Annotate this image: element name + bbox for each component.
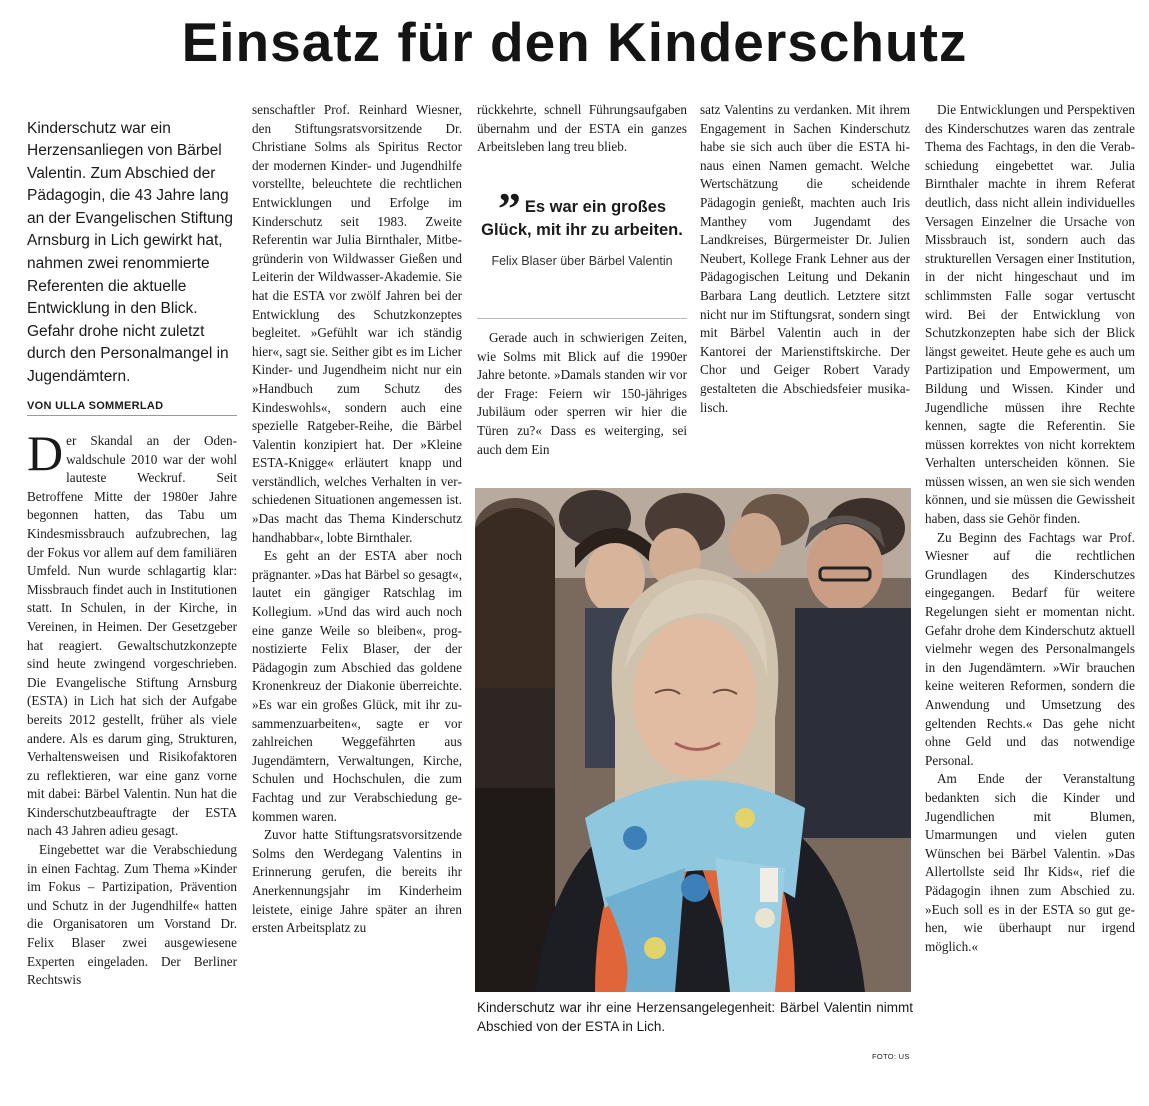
headline: Einsatz für den Kinderschutz	[181, 11, 968, 73]
column-3-paragraph-2: Gerade auch in schwierigen Zeiten, wie Solms mit Blick auf die 1990er Jahre betonte. »Damals standen wir vor der Frage: Feiern wir 150-jähriges Jubiläum oder sperren wir hier die Türen zu?« Dass es weiterging, sei auch dem Ein	[477, 330, 687, 457]
column-1-paragraph-2: Eingebettet war die Verabschiedung in einen Fachtag. Zum Thema »Kinder im Fokus – Partizipation, Prävention und Schutz in der Jugendhilfe« hatten die Organisatoren um Vorstand Dr. Felix Blaser zwei ausgewiesene Experten eingeladen. Der Berliner Rechtswis	[27, 842, 237, 988]
quote-divider	[477, 318, 687, 319]
pull-quote-body: Es war ein großes Glück, mit ihr zu arbeiten.	[481, 198, 683, 239]
column-1	[27, 425, 237, 990]
column-5-paragraph-3: Am Ende der Veranstaltung bedankten sich die Kinder und Jugendlichen mit Blumen, Umarmungen und vielen guten Wünschen bei Bärbel Valentin. »Das Allertollste seid Ihr Kids«, rief die Pädagogin ihnen zum Abschied zu. »Euch soll es in der ESTA so gut gehen, wie überhaupt nur irgend möglich.«	[925, 771, 1135, 954]
pull-quote	[477, 183, 687, 268]
column-4	[700, 101, 910, 417]
column-2-paragraph-3: Zuvor hatte Stiftungsratsvorsitzende Solms den Werdegang Valentins in Erinnerung gerufen, die bereits ihr Anerkennungsjahr im Kinderheim leistete, einige Jahre später an ihren ersten Arbeitsplatz zu	[252, 827, 462, 936]
quote-mark-icon: ”	[497, 183, 521, 234]
column-3-paragraph-1: rückkehrte, schnell Führungsaufgaben übernahm und der ESTA ein ganzes Arbeitsleben lang treu blieb.	[477, 102, 687, 155]
photo-illustration	[475, 488, 911, 992]
dropcap: D	[27, 425, 64, 481]
pull-quote-text	[477, 183, 687, 242]
column-5-paragraph-2: Zu Beginn des Fachtags war Prof. Wiesner auf die rechtlichen Grundlagen des Kinderschutzes eingegangen. Bedarf für weitere Regelungen sieht er momentan nicht. Gefahr drohe dem Kinderschutz aktuell vielmehr wegen des Personalmangels in den Jugendämtern. »Wir brauchen keine weiteren Reformen, sondern die Anwendung und Umsetzung des geltenden Rechts.« Das gehe nicht ohne Geld und das notwendige Personal.	[925, 529, 1135, 768]
column-3-bottom	[477, 329, 687, 459]
column-4-paragraph-1: satz Valentins zu verdanken. Mit ihrem Engagement in Sachen Kinderschutz habe sie sich auch über die ESTA hinaus einen Namen gemacht. Welche Wertschätzung die scheidende Pädagogin genießt, machten auch Iris Manthey vom Jugendamt des Landkreises, Bürgermeister Dr. Julien Neubert, Kollege Frank Lehner aus der Pädagogischen Leitung und Dekanin Barbara Lang deutlich. Letztere sitzt nicht nur im Stiftungsrat, sondern singt mit Bärbel Valentin auch in der Kantorei der Marienstiftskirche. Der Chor und Geiger Robert Varady gestalteten die Abschiedsfeier musikalisch.	[700, 102, 910, 415]
column-2-paragraph-1: senschaftler Prof. Reinhard Wiesner, den Stiftungsratsvorsitzende Dr. Christiane Solms als Spiritus Rector der modernen Kinder- und Jugendhilfe vorstellte, beleuchtete die rechtlichen Entwicklungen und Erfolge im Kinderschutz seit 1983. Zweite Referentin war Julia Birnthaler, Mitbegründerin von Wildwasser Gießen und Leiterin der Wildwasser-Akademie. Sie hat die ESTA vor zwölf Jahren bei der Entwicklung des Schutzkonzeptes begleitet. »Gefühlt war ich ständig hier«, sagt sie. Seither gibt es im Licher Kinder- und Jugendheim nicht nur ein »Handbuch zum Schutz des Kindeswohls«, sondern auch eine spezielle Ratgeber-Reihe, die Bärbel Valentin konzipiert hat. Der »Kleine ESTA-Knigge« erläutert knapp und verständlich, welches Verhalten in verschiedenen Situationen angemessen ist. »Das macht das Thema Kinderschutz handhabbar«, lobte Birnthaler.	[252, 102, 462, 545]
column-2	[252, 101, 462, 938]
column-3-top	[477, 101, 687, 157]
photo-caption: Kinderschutz war ihr eine Herzensangelegenheit: Bärbel Valentin nimmt Abschied von der ESTA in Lich.	[477, 1000, 913, 1034]
article-photo	[475, 488, 911, 992]
article-intro: Kinderschutz war ein Herzensanliegen von Bärbel Valentin. Zum Abschied der Pädagogin, die 43 Jahre lang an der Evangelischen Stiftung Arnsburg in Lich gewirkt hat, nahmen zwei renommierte Referenten die aktuelle Entwicklung in den Blick. Gefahr drohe nicht zuletzt durch den Personalmangel in Jugendämtern.	[27, 119, 233, 386]
column-5-paragraph-1: Die Entwicklungen und Perspektiven des Kinderschutzes waren das zentrale Thema des Fachtags, in den die Verabschiedung eingebettet war. Julia Birnthaler machte in ihrem Referat deutlich, dass nicht allein individuelles Versagen Einzelner die Ursache von Missbrauch ist, sondern auch das strukturellen Versagen einer Institution, in der nicht hingeschaut und im schlimmsten Falle sogar vertuscht wird. Bei der Entwicklung von Schutzkonzepten habe sich der Blick längst geweitet. Heute gehe es auch um Partizipation und Empowerment, um Bildung und Wissen. Kinder und Jugendliche müssen ihre Rechte kennen, sagte die Referentin. Sie müssen korrektes von nicht korrektem Verhalten unterscheiden können. Sie müssen wissen, an wen sie sich wenden können, und sie müssen die Gewissheit haben, dass sie Gehör finden.	[925, 102, 1135, 527]
pull-quote-attribution: Felix Blaser über Bärbel Valentin	[491, 254, 673, 268]
byline: VON ULLA SOMMERLAD	[27, 400, 237, 416]
column-1-paragraph-1	[27, 425, 237, 841]
photo-credit: FOTO: US	[872, 1052, 910, 1061]
column-5	[925, 101, 1135, 956]
column-1-paragraph-1-text: er Skandal an der Odenwaldschule 2010 war der wohl lauteste Weckruf. Seit Betroffene Mitte der 1980er Jahre begonnen hatten, das Tabu um Kindesmissbrauch aufzubrechen, lag der Fokus vor allem auf dem familiären Umfeld. Nun wurde schlagartig klar: Missbrauch findet auch in Institutionen statt. In Schulen, in der Kirche, in Vereinen, in Heimen. Der Gesetzgeber hat reagiert. Gewaltschutzkonzepte sind heute zwingend vorgeschrieben. Die Evangelische Stiftung Arnsburg (ESTA) in Lich hat sich der Aufgabe bereits 2012 gestellt, früher als viele andere. Als es darum ging, Strukturen, Verhaltensweisen und Risikofaktoren zu reflektieren, war eine ganz vorne mit dabei: Bärbel Valentin. Nun hat die Kinderschutzbeauftragte der ESTA nach 43 Jahren adieu gesagt.	[27, 433, 237, 839]
column-2-paragraph-2: Es geht an der ESTA aber noch prägnanter. »Das hat Bärbel so gesagt«, lautet ein gängiger Ratschlag im Kollegium. »Und das wird auch noch eine ganze Weile so bleiben«, prognostizierte Felix Blaser, der der Pädagogin zum Abschied das goldene Kronenkreuz der Diakonie überreichte. »Es war ein großes Glück, mit ihr zusammenzuarbeiten«, sagte er vor zahlreichen Weggefährten aus Jugendämtern, Verwaltungen, Kirche, Schulen und Hochschulen, die zum Fachtag und zur Verabschiedung gekommen waren.	[252, 548, 462, 824]
